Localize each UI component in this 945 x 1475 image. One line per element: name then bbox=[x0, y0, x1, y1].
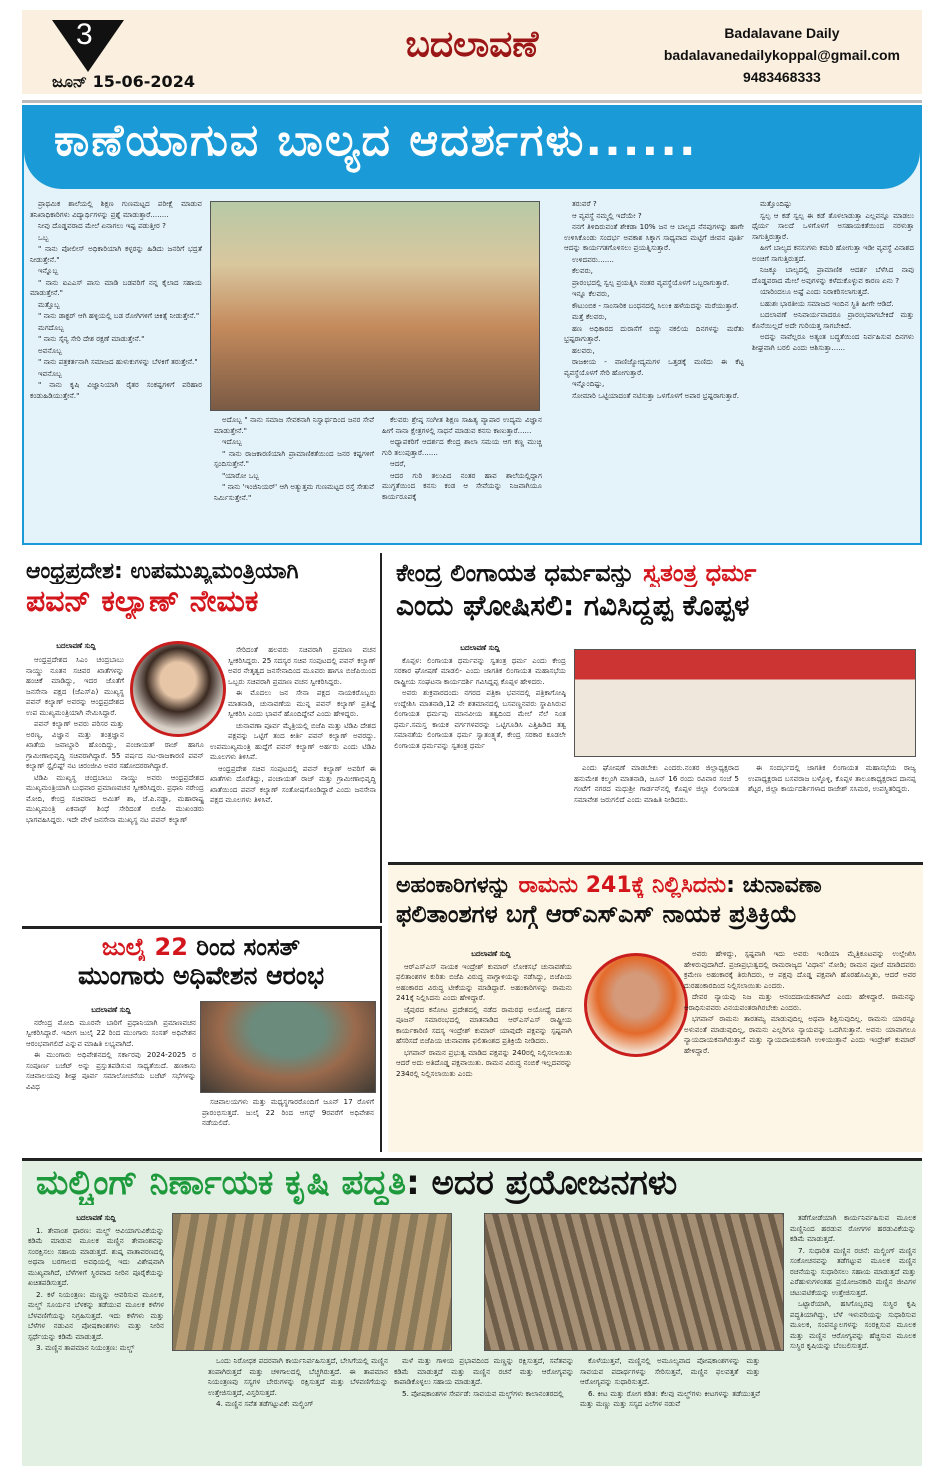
paragraph: ಪ್ರಾರಂಭದಲ್ಲಿ ಸ್ವಲ್ಪ ಪ್ರಯತ್ನಿಸಿ ನಂತರ ವ್ಯವಸ್ಥೆಯೊಳಗೆ ಒಬ್ಬರಾಗುತ್ತಾರೆ. bbox=[572, 277, 730, 287]
headline-line-2: ಮುಂಗಾರು ಅಧಿವೇಶನ ಆರಂಭ bbox=[77, 961, 325, 990]
headline-highlight: ರಾಮನು 241ಕ್ಕೆ ನಿಲ್ಲಿಸಿದನು bbox=[518, 873, 727, 898]
headline-highlight: ಮಲ್ಚಿಂಗ್ ನಿರ್ಣಾಯಕ ಕೃಷಿ ಪದ್ಧತಿ bbox=[36, 1163, 407, 1203]
headline: ಆಂಧ್ರಪ್ರದೇಶ: ಉಪಮುಖ್ಯಮಂತ್ರಿಯಾಗಿ bbox=[26, 559, 299, 584]
headline-highlight: ಸ್ವತಂತ್ರ ಧರ್ಮ bbox=[643, 559, 757, 587]
paragraph: ಕೆಲವರು ಶ್ರೇಷ್ಠ ಸಂಗೀತ ಶಿಕ್ಷಣ ಸಾಹಿತ್ಯ ವ್ಯಾಪಾರ ಉದ್ಯಮ ವಿಜ್ಞಾನ ಹೀಗೆ ನಾನಾ ಕ್ಷೇತ್ರಗಳಲ್ಲಿ ಸಾಧನೆ ಮಾಡುವ ಕನಸು ಕಾಣುತ್ತಾರೆ...... bbox=[382, 415, 542, 435]
article-column-1 bbox=[28, 1213, 164, 1465]
contact-email[interactable]: badalavanedailykoppal@gmail.com bbox=[663, 47, 900, 63]
paragraph: ಅವರು ಹೇಳಿದ್ದು, ಸ್ಪಷ್ಟವಾಗಿ ಇದು ಅವರು ಇಂಡಿಯಾ ಮೈತ್ರಿಕೂಟವನ್ನು ಉಲ್ಲೇಖಿಸಿ ಹೇಳಿರುವುದಾಗಿದೆ. ಪ್ರಜಾಪ್ರಭುತ್ವದಲ್ಲಿ ರಾಮರಾಜ್ಯದ 'ವಿಧಾನ' ನೋಡಿ; ರಾಮನ ಪೂಜೆ ಮಾಡಿದವರು ಕ್ರಮೇಣ ಅಹಂಕಾರಕ್ಕೆ ತಿರುಗಿದರು, ಆ ಪಕ್ಷವು ದೊಡ್ಡ ಪಕ್ಷವಾಗಿ ಹೊರಹೊಮ್ಮಿತು, ಆದರೆ ಅವರ ದುರಹಂಕಾರದಿಂದ ನಿಲ್ಲಿಸಲಾಯಿತು ಎಂದರು. bbox=[684, 949, 916, 990]
paragraph: ಇನ್ನೊಂದಿಷ್ಟು, bbox=[572, 379, 605, 388]
lead-headline: ಕಾಣೆಯಾಗುವ ಬಾಲ್ಯದ ಆದರ್ಶಗಳು...... bbox=[24, 107, 920, 189]
paragraph: ಸೇರಿದಂತೆ ಹಲವರು ಸಚಿವರಾಗಿ ಪ್ರಮಾಣ ವಚನ ಸ್ವೀಕರಿಸಿದ್ದರು. 25 ಸದಸ್ಯರ ಸಚಿವ ಸಂಪುಟದಲ್ಲಿ ಪವನ್ ಕಲ್ಯಾಣ್ ಅವರ ನೇತೃತ್ವದ ಜನಸೇನಾದಿಂದ ಮೂವರು ಹಾಗೂ ಬಿಜೆಪಿಯಿಂದ ಒಬ್ಬರು ಸಚಿವರಾಗಿ ಪ್ರಮಾಣ ವಚನ ಸ್ವೀಕರಿಸಿದ್ದರು. bbox=[228, 645, 376, 686]
paragraph: 1. ತೇವಾಂಶ ಧಾರಣ: ಮಲ್ಚ್ ಆವಿಯಾಗುವಿಕೆಯನ್ನು ಕಡಿಮೆ ಮಾಡುವ ಮೂಲಕ ಮಣ್ಣಿನ ತೇವಾಂಶವನ್ನು ಸಂರಕ್ಷಿಸಲು ಸಹಾಯ ಮಾಡುತ್ತದೆ. ಶುಷ್ಕ ವಾತಾವರಣದಲ್ಲಿ ಅಥವಾ ಬರಗಾಲದ ಅವಧಿಯಲ್ಲಿ ಇದು ವಿಶೇಷವಾಗಿ ಮುಖ್ಯವಾಗಿದೆ, ಬೆಳೆಗಳಿಗೆ ಸ್ಥಿರವಾದ ನೀರಿನ ಪೂರೈಕೆಯನ್ನು ಖಚಿತಪಡಿಸುತ್ತದೆ. bbox=[28, 1225, 164, 1287]
paragraph: 7. ಸುಧಾರಿತ ಮಣ್ಣಿನ ರಚನೆ: ಮಲ್ಚಿಂಗ್ ಮಣ್ಣಿನ ಸಂಕೋಚನವನ್ನು ತಡೆಗಟ್ಟುವ ಮೂಲಕ ಮಣ್ಣಿನ ರಚನೆಯನ್ನು ಸುಧಾರಿಸಲು ಸಹಾಯ ಮಾಡುತ್ತದೆ ಮತ್ತು ಎರೆಹುಳುಗಳಂತಹ ಪ್ರಯೋಜನಕಾರಿ ಮಣ್ಣಿನ ಜೀವಿಗಳ ಚಟುವಟಿಕೆಯನ್ನು ಉತ್ತೇಜಿಸುತ್ತದೆ. bbox=[790, 1245, 916, 1297]
headline-highlight: ಜುಲೈ 22 bbox=[101, 933, 188, 961]
paragraph: " ನಾನು ಪತ್ರಕರ್ತನಾಗಿ ಸಮಾಜದ ಹುಳುಕುಗಳನ್ನು ಬೆಳಕಿಗೆ ತರುತ್ತೇನೆ." bbox=[38, 357, 198, 366]
article-column-1 bbox=[26, 655, 204, 921]
article-column-2 bbox=[208, 1356, 388, 1461]
paragraph: ಮಳೆ ಮತ್ತು ಗಾಳಿಯ ಪ್ರಭಾವದಿಂದ ಮಣ್ಣನ್ನು ರಕ್ಷಿಸುತ್ತದೆ, ಸವೆತವನ್ನು ಕಡಿಮೆ ಮಾಡುತ್ತದೆ ಮತ್ತು ಮಣ್ಣಿನ ರಚನೆ ಮತ್ತು ಆರೋಗ್ಯವನ್ನು ಕಾಪಾಡಿಕೊಳ್ಳಲು ಸಹಾಯ ಮಾಡುತ್ತದೆ. bbox=[394, 1356, 574, 1386]
paragraph: ಮತ್ತೊಬ್ಬ bbox=[38, 299, 60, 309]
paragraph: ಮಗದೊಬ್ಬ bbox=[38, 322, 64, 332]
paragraph: 5. ಪೋಷಕಾಂಶಗಳ ಸೇರ್ಪಡೆ: ಸಾವಯವ ಮಲ್ಚ್‌ಗಳು ಕಾಲಾನಂತರದಲ್ಲಿ bbox=[402, 1388, 564, 1398]
paragraph: ಚುನಾವಣಾ ಪೂರ್ವ ಮೈತ್ರಿಯಲ್ಲಿ ಬಿಜೆಪಿ ಮತ್ತು ಟಿಡಿಪಿ ದೇಶದ ಪಕ್ಷವನ್ನು ಒಟ್ಟಿಗೆ ತಂದ ಕೀರ್ತಿ ಪವನ್ ಕಲ್ಯಾಣ್ ಅವರದ್ದು. ಉಪಮುಖ್ಯಮಂತ್ರಿ ಹುದ್ದೆಗೆ ಪವನ್ ಕಲ್ಯಾಣ್ ಅರ್ಹರು ಎಂದು ಟಿಡಿಪಿ ಮೂಲಗಳು ತಿಳಿಸಿವೆ. bbox=[210, 720, 376, 761]
paragraph: ನಿಜಕ್ಕೂ ಬಾಲ್ಯದಲ್ಲಿ ಪ್ರಾಮಾಣಿಕ ಆದರ್ಶ ಬೆಳೆಸಿದ ನಾವು ದೊಡ್ಡವರಾದ ಮೇಲೆ ಅವುಗಳನ್ನು ಕಳೆದುಕೊಳ್ಳುವ ಕಾರಣ ಏನು ? bbox=[752, 265, 914, 285]
page-number: 3 bbox=[76, 18, 93, 51]
paragraph: ಇನ್ನೂ ಕೆಲವರು, bbox=[572, 289, 610, 298]
paragraph: " ನಾನು ಐಎಎಸ್ ಪಾಸು ಮಾಡಿ ಬಡವರಿಗೆ ನನ್ನ ಕೈಲಾದ ಸಹಾಯ ಮಾಡುತ್ತೇನೆ." bbox=[30, 277, 202, 297]
paragraph: ಹೀಗೆ ಬಾಲ್ಯದ ಕನಸುಗಳು ಕಮರಿ ಹೋಗುತ್ತಾ ಇಡೀ ವ್ಯವಸ್ಥೆ ವಿನಾಶದ ಅಂಚಿಗೆ ಸಾಗುತ್ತಿರುತ್ತದೆ. bbox=[752, 243, 914, 263]
headline-end: : ಚುನಾವಣಾ bbox=[726, 873, 822, 898]
headline: ಅಹಂಕಾರಿಗಳನ್ನು bbox=[396, 873, 519, 898]
paragraph: ಟಿಡಿಪಿ ಮುಖ್ಯಸ್ಥ ಚಂದ್ರಬಾಬು ನಾಯ್ಡು ಅವರು ಆಂಧ್ರಪ್ರದೇಶದ ಮುಖ್ಯಮಂತ್ರಿಯಾಗಿ ಬುಧವಾರ ಪ್ರಮಾಣವಚನ ಸ್ವೀಕರಿಸಿದ್ದರು. ಪ್ರಧಾನಿ ನರೇಂದ್ರ ಮೋದಿ, ಕೇಂದ್ರ ಸಚಿವರಾದ ಅಮಿತ್ ಶಾ, ಜೆ.ಪಿ.ನಡ್ಡಾ, ಮಹಾರಾಷ್ಟ್ರ ಮುಖ್ಯಮಂತ್ರಿ ಏಕನಾಥ್ ಶಿಂಧೆ ಸೇರಿದಂತೆ ಬಿಜೆಪಿ ಮುಖಂಡರು ಭಾಗವಹಿಸಿದ್ದರು. ಇದೇ ವೇಳೆ ಜನಸೇನಾ ಮುಖ್ಯಸ್ಥ ನಟ ಪವನ್ ಕಲ್ಯಾಣ್ bbox=[26, 772, 204, 824]
masthead-header bbox=[22, 10, 922, 94]
article-rss-reaction bbox=[388, 862, 923, 1152]
paragraph: ರಾಜಕೀಯ - ವಾಣಿಜ್ಯೋದ್ಯಮಗಳ ಒತ್ತಡಕ್ಕೆ ಮಣಿದು ಈ ಕೆಟ್ಟ ವ್ಯವಸ್ಥೆಯೊಳಗೆ ಸೇರಿ ಹೋಗುತ್ತಾರೆ. bbox=[564, 357, 744, 377]
byline: ಬದಲಾವಣೆ ಸುದ್ದಿ bbox=[471, 950, 511, 958]
paragraph: ಅಧ್ಯಾಪಕರಿಗೆ ಆದರ್ಶದ ಕೇಂದ್ರ ಶಾಲಾ ಸಮಯ ಆಗ ಕಣ್ಣ ಮುಚ್ಚಿ ಗುರಿ ತಲುಪುತ್ತಾರೆ....... bbox=[382, 437, 542, 457]
divider bbox=[22, 100, 922, 103]
paragraph: ಕೊಳೆಯುತ್ತವೆ, ಮಣ್ಣಿನಲ್ಲಿ ಅಮೂಲ್ಯವಾದ ಪೋಷಕಾಂಶಗಳನ್ನು ಮತ್ತು ಸಾವಯವ ಪದಾರ್ಥಗಳನ್ನು ಸೇರಿಸುತ್ತವೆ, ಮಣ್ಣಿನ ಫಲವತ್ತತೆ ಮತ್ತು ಆರೋಗ್ಯವನ್ನು ಸುಧಾರಿಸುತ್ತದೆ. bbox=[580, 1356, 760, 1386]
paragraph: ಆ ವ್ಯವಸ್ಥೆ ನಮ್ಮಲ್ಲಿ ಇದೆಯೇ ? bbox=[572, 210, 642, 220]
paragraph: ನನಗೆ ತಿಳಿದಿರುವಂತೆ ಶೇಕಡಾ 10% ಜನ ಆ ಬಾಲ್ಯದ ನೆನಪುಗಳನ್ನು ಹಾಗೇ ಉಳಿಸಿಕೊಂಡು ಸಂದರ್ಭ ಅವಕಾಶ ಸಿಕ್ಕಾಗ ಸಾಧ್ಯವಾದ ಮಟ್ಟಿಗೆ ಜೀವನ ಪೂರ್ತಿ ಆದನ್ನು ಕಾರ್ಯಗತಗೊಳಿಸಲು ಪ್ರಯತ್ನಿಸುತ್ತಾರೆ. bbox=[564, 222, 744, 252]
paragraph: ಸೋಮಾರಿ ಒಟ್ಟಿಯಾದಂತೆ ನಟಿಸುತ್ತಾ ಒಳಗೊಳಗೆ ಅಪಾರ ಭ್ರಷ್ಟರಾಗುತ್ತಾರೆ. bbox=[572, 390, 740, 400]
lead-column-2 bbox=[214, 415, 374, 533]
article-lingayat bbox=[388, 553, 923, 858]
paragraph: ಹಲವರು, bbox=[572, 345, 595, 355]
paragraph: ಅವನೊಬ್ಬ bbox=[38, 345, 62, 355]
byline: ಬದಲಾವಣೆ ಸುದ್ದಿ bbox=[460, 644, 500, 652]
paragraph: ಒಬ್ಬ bbox=[38, 232, 49, 242]
paragraph: " ನಾನು ಸೈನ್ಯ ಸೇರಿ ದೇಶ ರಕ್ಷಣೆ ಮಾಡುತ್ತೇನೆ." bbox=[38, 334, 145, 343]
article-column-2 bbox=[202, 1097, 374, 1151]
byline: ಬದಲಾವಣೆ ಸುದ್ದಿ bbox=[56, 642, 96, 650]
paragraph: " ನಾನು 'ಇಂಜಿನಿಯರ್' ಆಗಿ ಅತ್ಯುತ್ತಮ ಗುಣಮಟ್ಟದ ರಸ್ತೆ ಸೇತುವೆ ನಿರ್ಮಿಸುತ್ತೇನೆ." bbox=[214, 482, 374, 502]
paragraph: ಆದರೆ, bbox=[390, 459, 406, 468]
headline: ಕೇಂದ್ರ ಲಿಂಗಾಯತ ಧರ್ಮವನ್ನು bbox=[396, 559, 644, 587]
article-column-5 bbox=[790, 1213, 916, 1465]
headline-line-2: ಎಂದು ಘೋಷಿಸಲಿ: ಗವಿಸಿದ್ದಪ್ಪ ಕೊಪ್ಪಳ bbox=[396, 589, 750, 622]
paragraph: ದೇವರ ನ್ಯಾಯವು ನಿಜ ಮತ್ತು ಆನಂದದಾಯಕವಾಗಿದೆ ಎಂದು ಹೇಳಿದ್ದಾರೆ. ರಾಮನನ್ನು ಆರಾಧಿಸುವವರು ವಿನಯವಂತರಾಗಿರಬೇಕು ಎಂದರು. bbox=[684, 992, 916, 1012]
article-column-2 bbox=[574, 763, 739, 855]
article-column-3 bbox=[748, 763, 916, 855]
article-column-4 bbox=[580, 1356, 760, 1461]
paragraph: ಯಾರಿಂದಲೂ ಅಷ್ಟೆ ಎಂದು ನಿರಾಕರಿಸಲಾಗುತ್ತದೆ. bbox=[760, 287, 870, 296]
article-column-3 bbox=[394, 1356, 574, 1461]
lead-column-1 bbox=[30, 199, 202, 519]
headline: : ಅದರ ಪ್ರಯೋಜನಗಳು bbox=[406, 1163, 678, 1203]
children-photo bbox=[210, 201, 540, 411]
paper-name: Badalavane Daily bbox=[724, 25, 840, 41]
paragraph: ಆಂಧ್ರಪ್ರದೇಶ ಸಚಿವ ಸಂಪುಟದಲ್ಲಿ ಪವನ್ ಕಲ್ಯಾಣ್ ಅವರಿಗೆ ಈ ಖಾತೆಗಳು ದೊರೆತಿದ್ದು, ಪಂಚಾಯತ್ ರಾಜ್ ಮತ್ತು ಗ್ರಾಮೀಣಾಭಿವೃದ್ಧಿ ಖಾತೆಯಿಂದ ಪವನ್ ಕಲ್ಯಾಣ್ ಸಂತೋಷಗೊಂಡಿದ್ದಾರೆ ಎಂದು ಜನಸೇನಾ ಪಕ್ಷದ ಮೂಲಗಳು ತಿಳಿಸಿವೆ. bbox=[210, 763, 376, 804]
paragraph: ಇವನೊಬ್ಬ bbox=[38, 368, 62, 378]
headline: ರಿಂದ ಸಂಸತ್ bbox=[187, 933, 301, 961]
paragraph: ಕೌಟುಂಬಿಕ - ಸಾಂಸಾರಿಕ ಬಂಧನದಲ್ಲಿ ಸಿಲುಕಿ ಹಳೆಯದನ್ನು ಮರೆಯುತ್ತಾರೆ. bbox=[572, 300, 739, 310]
paragraph: ಈ ಮೊದಲು ಜನ ಸೇನಾ ಪಕ್ಷದ ನಾಯಕರೊಬ್ಬರು ಮಾತನಾಡಿ, ಚುನಾವಣೆಯ ಮುನ್ನ ಪವನ್ ಕಲ್ಯಾಣ್ ಪ್ರತಿಜ್ಞೆ ಸ್ವೀಕರಿಸಿ ಎಂದು ಭಾವನೆ ಹೊಂದಿದ್ದೇವೆ ಎಂದು ಹೇಳಿದ್ದರು. bbox=[228, 688, 376, 718]
article-column-1 bbox=[26, 1005, 196, 1150]
paragraph: ಅದೊಬ್ಬ " ನಾನು ಸಮಾಜ ಸೇವಕನಾಗಿ ನಿಸ್ವಾರ್ಥದಿಂದ ಜನರ ಸೇವೆ ಮಾಡುತ್ತೇನೆ." bbox=[214, 415, 374, 435]
press-meet-photo bbox=[574, 649, 916, 757]
paragraph: ಕೊಪ್ಪಳ: ಲಿಂಗಾಯತ ಧರ್ಮವನ್ನು ಸ್ವತಂತ್ರ ಧರ್ಮ ಎಂದು ಕೇಂದ್ರ ಸರಕಾರ ಘೋಷಣೆ ಮಾಡಲಿ- ಎಂದು ಜಾಗತಿಕ ಲಿಂಗಾಯತ ಮಹಾಸಭೆಯ ರಾಷ್ಟ್ರೀಯ ಸಂಘಟನಾ ಕಾರ್ಯದರ್ಶಿ ಗವಿಸಿದ್ದಪ್ಪ ಕೊಪ್ಪಳ ಹೇಳಿದರು. bbox=[394, 655, 566, 686]
paragraph: ಒಟ್ಟಾರೆಯಾಗಿ, ಹಸಿಗೊಬ್ಬರವು ಸುಸ್ಥಿರ ಕೃಷಿ ಪದ್ಧತಿಯಾಗಿದ್ದು, ಬೆಳೆ ಇಳುವರಿಯನ್ನು ಸುಧಾರಿಸುವ ಮೂಲಕ, ಸಂಪನ್ಮೂಲಗಳನ್ನು ಸಂರಕ್ಷಿಸುವ ಮೂಲಕ ಮತ್ತು ಮಣ್ಣಿನ ಆರೋಗ್ಯವನ್ನು ಹೆಚ್ಚಿಸುವ ಮೂಲಕ ಸುಸ್ಥಿರ ಕೃಷಿಯನ್ನು ಬೆಂಬಲಿಸುತ್ತದೆ. bbox=[790, 1299, 916, 1350]
article-column-2 bbox=[210, 645, 376, 921]
paragraph: " ನಾನು ಪೋಲೀಸ್ ಅಧಿಕಾರಿಯಾಗಿ ಕಳ್ಳರನ್ನು ಹಿಡಿದು ಜನರಿಗೆ ಭದ್ರತೆ ನೀಡುತ್ತೇನೆ." bbox=[30, 244, 202, 264]
paragraph: 3. ಮಣ್ಣಿನ ತಾಪಮಾನ ನಿಯಂತ್ರಣ: ಮಲ್ಚ್ bbox=[36, 1343, 135, 1352]
paragraph: ಬಹುಶಃ ಭಾರತೀಯ ಸಮಾಜದ ಇಂದಿನ ಸ್ಥಿತಿ ಹೀಗೇ ಆಡಿದೆ. bbox=[760, 298, 894, 308]
article-parliament-session bbox=[22, 926, 382, 1152]
lead-column-4 bbox=[564, 199, 744, 534]
paragraph: ಒಂದು ನಿರೋಧಕ ಪದರವಾಗಿ ಕಾರ್ಯನಿರ್ವಹಿಸುತ್ತದೆ, ಬೇಸಿಗೆಯಲ್ಲಿ ಮಣ್ಣಿನ ತಂಪಾಗಿರುತ್ತದೆ ಮತ್ತು ಚಳಿಗಾಲದಲ್ಲಿ ಬೆಚ್ಚಗಿರುತ್ತದೆ. ಈ ತಾಪಮಾನ ನಿಯಂತ್ರಣವು ಸಸ್ಯಗಳ ಬೇರುಗಳನ್ನು ರಕ್ಷಿಸುತ್ತದೆ ಮತ್ತು ಬೆಳವಣಿಗೆಯನ್ನು ಉತ್ತೇಜಿಸುತ್ತದೆ, ವಿಸ್ತರಿಸುತ್ತದೆ. bbox=[208, 1356, 388, 1397]
paragraph: " ನಾನು ರಾಜಕಾರಣಿಯಾಗಿ ಪ್ರಾಮಾಣಿಕತೆಯಿಂದ ಜನರ ಕಷ್ಟಗಳಿಗೆ ಸ್ಪಂದಿಸುತ್ತೇನೆ." bbox=[214, 448, 374, 468]
paragraph: ತರುವರೆ ? bbox=[572, 199, 597, 208]
paragraph: ಉಳಿದವರು....... bbox=[572, 254, 614, 264]
paragraph: ಅವರು ಶುಕ್ರವಾರದಂದು ನಗರದ ಪತ್ರಿಕಾ ಭವನದಲ್ಲಿ ಪತ್ರಿಕಾಗೋಷ್ಠಿ ಉದ್ದೇಶಿಸಿ ಮಾತನಾಡಿ,12 ನೇ ಶತಮಾನದಲ್ಲಿ ಬಸವಣ್ಣನವರು ಸ್ಥಾಪಿಸಿರುವ ಲಿಂಗಾಯತ ಧರ್ಮವು ಮಾನವೀಯ ತತ್ವದಿಂದ ಮೇಲೆ ನೆಲೆ ನಿಂತ ಧರ್ಮ.ಸಮಸ್ತ ಕಾಯಕ ವರ್ಗಗಳವರನ್ನು ಒಟ್ಟಿಗೂಡಿಸಿ ಎತ್ತಿಹಿಡಿದ ತತ್ವ ಸಮಾನತೆಯ ಲಿಂಗಾಯತ ಧರ್ಮ ಸ್ವಾತಂತ್ರ್ಯತೆ, ಕೇಂದ್ರ ಸರಕಾರ ಕೂಡಲೇ ಲಿಂಗಾಯತ ಧರ್ಮವನ್ನು ಸ್ವತಂತ್ರ ಧರ್ಮ bbox=[394, 688, 566, 750]
paragraph: ನರೇಂದ್ರ ಮೋದಿ ಮೂರನೇ ಬಾರಿಗೆ ಪ್ರಧಾನಿಯಾಗಿ ಪ್ರಮಾಣವಚನ ಸ್ವೀಕರಿಸಿದ್ದಾರೆ. ಇದೀಗ ಜುಲೈ 22 ರಿಂದ ಮುಂಗಾರು ಸಂಸತ್ ಅಧಿವೇಶನ ಆರಂಭವಾಗಲಿದೆ ಎನ್ನುವ ಮಾಹಿತಿ ಲಭ್ಯವಾಗಿದೆ. bbox=[26, 1017, 196, 1048]
headline-line-2: ಫಲಿತಾಂಶಗಳ ಬಗ್ಗೆ ಆರ್‌ಎಸ್‌ಎಸ್ ನಾಯಕ ಪ್ರತಿಕ್ರಿಯೆ bbox=[396, 900, 798, 928]
paragraph: ಭಗವಾನ್ ರಾಮನು ತಾರತಮ್ಯ ಮಾಡುವುದಿಲ್ಲ ಅಥವಾ ಶಿಕ್ಷಿಸುವುದಿಲ್ಲ. ರಾಮನು ಯಾರನ್ನೂ ಅಳುವಂತೆ ಮಾಡುವುದಿಲ್ಲ, ರಾಮನು ಎಲ್ಲರಿಗೂ ನ್ಯಾಯವನ್ನು ಒದಗಿಸುತ್ತಾನೆ. ಅವನು ಯಾವಾಗಲೂ ನ್ಯಾಯದಾಯಕನಾಗಿರುತ್ತಾನೆ ಮತ್ತು ನ್ಯಾಯದಾಯಕನಾಗಿ ಉಳಿಯುತ್ತಾನೆ ಎಂದು ಇಂದ್ರೇಶ್ ಕುಮಾರ್ ಹೇಳಿದ್ದಾರೆ. bbox=[684, 1014, 916, 1055]
issue-date: ಜೂನ್ 15-06-2024 bbox=[52, 72, 195, 91]
paragraph: ಸಚಿವಾಲಯಗಳು ಮತ್ತು ಮಧ್ಯಸ್ಥಗಾರರೊಂದಿಗೆ ಜೂನ್ 17 ರೊಳಗೆ ಪ್ರಾರಂಭಿಸುತ್ತದೆ. ಜುಲೈ 22 ರಿಂದ ಆಗಸ್ಟ್ 9ರವರೆಗೆ ಅಧಿವೇಶನ ನಡೆಯಲಿದೆ. bbox=[202, 1097, 374, 1127]
byline: ಬದಲಾವಣೆ ಸುದ್ದಿ bbox=[91, 1006, 131, 1014]
contact-phone: 9483468333 bbox=[742, 69, 821, 85]
article-pawan-kalyan bbox=[22, 553, 382, 923]
article-column-1 bbox=[396, 949, 586, 1149]
contact-info bbox=[664, 22, 900, 88]
paragraph: ಈ ಸಂದರ್ಭದಲ್ಲಿ ಜಾಗತಿಕ ಲಿಂಗಾಯತ ಮಹಾಸಭೆಯ ರಾಜ್ಯ ಉಪಾಧ್ಯಕ್ಷರಾದ ಬಸವರಾಜ ಬಳ್ಳೊಳ್ಳಿ, ಕೊಪ್ಪಳ ತಾಲೂಕಾಧ್ಯಕ್ಷರಾದ ದಾನಪ್ಪ ಶೆಟ್ಟರ, ಜಿಲ್ಲಾ ಕಾರ್ಯದರ್ಶಿಗಳಾದ ರಾಜೇಶ್ ಸಸಿಮಠ, ಉಪಸ್ಥಿತರಿದ್ದರು. bbox=[748, 763, 916, 793]
mulched-field-photo bbox=[172, 1213, 452, 1351]
paragraph: 2. ಕಳೆ ನಿಯಂತ್ರಣ: ಮಣ್ಣನ್ನು ಆವರಿಸುವ ಮೂಲಕ, ಮಲ್ಚ್ ಸೂರ್ಯನ ಬೆಳಕನ್ನು ತಡೆಯುವ ಮೂಲಕ ಕಳೆಗಳ ಬೆಳವಣಿಗೆಯನ್ನು ನಿಗ್ರಹಿಸುತ್ತದೆ. ಇದು ಕಳೆಗಳು ಮತ್ತು ಬೆಳೆಗಳ ನಡುವಿನ ಪೋಷಕಾಂಶಗಳು ಮತ್ತು ನೀರಿನ ಸ್ಪರ್ಧೆಯನ್ನು ಕಡಿಮೆ ಮಾಡುತ್ತದೆ. bbox=[28, 1289, 164, 1341]
paragraph: " ನಾನು ಡಾಕ್ಟರ್ ಆಗಿ ಹಳ್ಳಿಯಲ್ಲಿ ಬಡ ರೋಗಿಗಳಿಗೆ ಚಿಕಿತ್ಸೆ ನೀಡುತ್ತೇನೆ." bbox=[38, 311, 200, 320]
paragraph: " ನಾನು ಕೃಷಿ ವಿಜ್ಞಾನಿಯಾಗಿ ರೈತರ ಸಂಕಷ್ಟಗಳಿಗೆ ಪರಿಹಾರ ಕಂಡುಹಿಡಿಯುತ್ತೇನೆ." bbox=[30, 380, 202, 400]
paragraph: ಇನ್ನೊಬ್ಬ bbox=[38, 266, 59, 275]
paragraph: ಆರ್‌ಎಸ್ಎಸ್ ನಾಯಕ ಇಂದ್ರೇಶ್ ಕುಮಾರ್ ಲೋಕಸಭೆ ಚುನಾವಣೆಯ ಫಲಿತಾಂಶಗಳ ಕುರಿತು ಬಿಜೆಪಿ ವಿರುದ್ಧ ವಾಗ್ದಾಳಿಯನ್ನು ನಡೆಸಿದ್ದು, ಬಿಜೆಪಿಯ ಅಹಂಕಾರದ ವಿರುದ್ಧ ಟೀಕೆಯನ್ನು ಮಾಡಿದ್ದಾರೆ. ಅಹಂಕಾರಿಗಳನ್ನು ರಾಮನು 241ಕ್ಕೆ ನಿಲ್ಲಿಸಿದನು ಎಂದು ಹೇಳಿದ್ದಾರೆ. bbox=[396, 961, 572, 1002]
paragraph: ಹಣ ಅಧಿಕಾರದ ದುರಾಸೆಗೆ ಬಿದ್ದು ನಕಲಿಯ ದಿನಗಳನ್ನು ಮರೆತು ಭ್ರಷ್ಟರಾಗುತ್ತಾರೆ. bbox=[564, 323, 744, 343]
paragraph: ಮತ್ತೊಂದಿಷ್ಟು bbox=[760, 199, 792, 208]
paragraph: ಭಗವಾನ್ ರಾಮನ ಪ್ರಭುತ್ವ ಮಾಡಿದ ಪಕ್ಷವನ್ನು 240ರಲ್ಲಿ ನಿಲ್ಲಿಸಲಾಯಿತು ಆದರೆ ಅದು ಅತಿದೊಡ್ಡ ಪಕ್ಷವಾಯಿತು. ರಾಮನ ವಿರುದ್ಧ ನಂಬಿಕೆ ಇಲ್ಲದವರನ್ನು 234ರಲ್ಲಿ ನಿಲ್ಲಿಸಲಾಯಿತು ಎಂದು bbox=[396, 1047, 572, 1078]
paragraph: 4. ಮಣ್ಣಿನ ಸವೆತ ತಡೆಗಟ್ಟುವಿಕೆ: ಮಲ್ಚಿಂಗ್ bbox=[216, 1399, 314, 1408]
lead-column-5 bbox=[752, 199, 914, 534]
paragraph: ತಡೆಗೋಡೆಯಾಗಿ ಕಾರ್ಯನಿರ್ವಹಿಸುವ ಮೂಲಕ ಮಣ್ಣಿನಿಂದ ಹರಡುವ ರೋಗಗಳ ಹರಡುವಿಕೆಯನ್ನು ಕಡಿಮೆ ಮಾಡುತ್ತದೆ. bbox=[790, 1213, 916, 1243]
newspaper-logo: ಬದಲಾವಣೆ bbox=[405, 24, 539, 65]
rss-leader-photo bbox=[584, 953, 688, 1057]
paragraph: ಪವನ್ ಕಲ್ಯಾಣ್ ಅವರು ಪರಿಸರ ಮತ್ತು ಅರಣ್ಯ, ವಿಜ್ಞಾನ ಮತ್ತು ತಂತ್ರಜ್ಞಾನ ಖಾತೆಯ ಜವಾಬ್ದಾರಿ ಹೊಂದಿದ್ದು, ಪಂಚಾಯತ್ ರಾಜ್ ಹಾಗೂ ಗ್ರಾಮೀಣಾಭಿವೃದ್ಧಿ ಸಚಿವರಾಗಿದ್ದಾರೆ. 55 ವರ್ಷದ ನಟ-ರಾಜಕಾರಣಿ ಪವನ್ ಕಲ್ಯಾಣ್ ಸ್ಟೈಲಿಷ್ಟ್ ನಟ ಚಿರಂಜೀವಿ ಅವರ ಸಹೋದರರಾಗಿದ್ದಾರೆ. bbox=[26, 719, 204, 770]
lead-article bbox=[22, 105, 922, 545]
lead-column-3 bbox=[382, 415, 542, 533]
paragraph: ಅದನ್ನು ನಾವೆಲ್ಲರೂ ಅತ್ಯಂತ ಬದ್ಧತೆಯಿಂದ ನಿರ್ವಹಿಸುವ ದಿನಗಳು ಶೀಘ್ರವಾಗಿ ಬರಲಿ ಎಂದು ಆಶಿಸುತ್ತಾ...... bbox=[752, 332, 914, 352]
article-column-2 bbox=[684, 949, 916, 1149]
parliament-photo bbox=[200, 1001, 376, 1093]
paragraph: ಆಂಧ್ರಪ್ರದೇಶದ ಸಿಎಂ ಚಂದ್ರಬಾಬು ನಾಯ್ಡು ನೂತನ ಸಚಿವರ ಖಾತೆಗಳನ್ನು ಹಂಚಿಕೆ ಮಾಡಿದ್ದು, ಇದರ ಜೊತೆಗೆ ಜನಸೇನಾ ಪಕ್ಷದ (ಜೆಎಸ್‌ಪಿ) ಮುಖ್ಯಸ್ಥ ಪವನ್ ಕಲ್ಯಾಣ್ ಅವರನ್ನು ಆಂಧ್ರಪ್ರದೇಶದ ಉಪ ಮುಖ್ಯಮಂತ್ರಿಯಾಗಿ ನೇಮಿಸಿದ್ದಾರೆ. bbox=[26, 655, 124, 717]
article-mulching bbox=[22, 1158, 922, 1466]
paragraph: 6. ಕೀಟ ಮತ್ತು ರೋಗ ಕಡಿತ: ಕೆಲವು ಮಲ್ಚ್‌ಗಳು ಕೀಟಗಳನ್ನು ತಡೆಯುತ್ತವೆ ಮತ್ತು ಮಣ್ಣು ಮತ್ತು ಸಸ್ಯದ ಎಲೆಗಳ ನಡುವೆ bbox=[580, 1388, 760, 1408]
paragraph: ಮತ್ತೆ ಕೆಲವರು, bbox=[572, 312, 607, 321]
paragraph: ಈ ಮುಂಗಾರು ಅಧಿವೇಶನದಲ್ಲಿ ಸರ್ಕಾರವು 2024-2025 ರ ಸಂಪೂರ್ಣ ಬಜೆಟ್ ಅನ್ನು ಪ್ರಸ್ತುತಪಡಿಸುವ ಸಾಧ್ಯತೆಯಿದೆ. ಹಣಕಾಸು ಸಚಿವಾಲಯವು ಶೀಘ್ರ ಪೂರ್ವ ಸಮಾಲೋಚನೆಯ ಬಜೆಟ್ ಸಭೆಗಳನ್ನು ವಿವಿಧ bbox=[26, 1050, 196, 1091]
paragraph: "ಯಾರೋ ಒಬ್ಬ bbox=[222, 470, 260, 480]
paragraph: ಬದಲಾವಣೆ ಅನಿವಾರ್ಯವಾದರೂ ಪ್ರಾರಂಭವಾಗಬೇಕಿದೆ ಮತ್ತು ಕೊನೆಯಿಲ್ಲದೆ ಅದೇ ಗುರಿಯತ್ತ ಸಾಗಬೇಕಿದೆ. bbox=[752, 310, 914, 330]
paragraph: ಆದರ ಗುರಿ ತಲುಪಿದ ನಂತರ ಹಾವ ಶಾಲೆಯಲ್ಲಿದ್ದಾಗ ಮುಗ್ಧತೆಯಿಂದ ಕನಸು ಕಂಡ ಆ ಸೇವೆಯನ್ನು ನಿಜವಾಗಿಯೂ ಕಾರ್ಯರೂಪಕ್ಕೆ bbox=[382, 470, 542, 501]
paragraph: ಇದೊಬ್ಬ bbox=[222, 437, 242, 446]
paragraph: ನೀವು ದೊಡ್ಡವರಾದ ಮೇಲೆ ಏನಾಗಲು ಇಷ್ಟ ಪಡುತ್ತೀರ ? bbox=[38, 221, 166, 230]
article-column-1 bbox=[394, 643, 566, 853]
paragraph: ಜೈಪುರದ ಕನೋಟ ಪ್ರದೇಶದಲ್ಲಿ ನಡೆದ ರಾಮರಥ ಅಯೋಧ್ಯೆ ದರ್ಶನ ಪೂಜನ್ ಸಮಾರಂಭದಲ್ಲಿ ಮಾತನಾಡಿದ ಆರ್‌ಎಸ್‌ಎಸ್ ರಾಷ್ಟ್ರೀಯ ಕಾರ್ಯಕಾರಿಣಿ ಸದಸ್ಯ ಇಂದ್ರೇಶ್ ಕುಮಾರ್ ಯಾವುದೇ ಪಕ್ಷವನ್ನು ಸ್ಪಷ್ಟವಾಗಿ ಹೆಸರಿಸದೆ ಬಿಜೆಪಿಯ ಚುನಾವಣಾ ಫಲಿತಾಂಶದ ಪ್ರತಿಕ್ರಿಯೆ ನೀಡಿದರು. bbox=[396, 1004, 572, 1045]
paragraph: ಎಂದು ಘೋಷಣೆ ಮಾಡಬೇಕು ಎಂದರು.ನಂತರ ಜಿಲ್ಲಾಧ್ಯಕ್ಷರಾದ ಹನುಮೇಶ ಕಲ್ಮಂಗಿ ಮಾತನಾಡಿ, ಜೂನ್ 16 ರಂದು ರವಿವಾರ ಸಂಜೆ 5 ಗಂಟೆಗೆ ನಗರದ ಮಧುಶ್ರೀ ಗಾರ್ಡನ್‌ನಲ್ಲಿ ಕೊಪ್ಪಳ ಜಿಲ್ಲಾ ಲಿಂಗಾಯತ ಸಮಾವೇಶ ಜರುಗಲಿದೆ ಎಂದು ಮಾಹಿತಿ ನೀಡಿದರು. bbox=[574, 763, 739, 804]
byline: ಬದಲಾವಣೆ ಸುದ್ದಿ bbox=[76, 1214, 116, 1222]
paragraph: ಸ್ವಲ್ಪ ಆ ಕಡೆ ಸ್ವಲ್ಪ ಈ ಕಡೆ ತೊಳಲಾಡುತ್ತಾ ಎಲ್ಲವನ್ನೂ ಮಾಡಲು ಧೈರ್ಯ ಸಾಲದೆ ಒಳಗೊಳಗೆ ಅಸಹಾಯಕತೆಯಿಂದ ನರಳುತ್ತಾ ಸಾಗುತ್ತಿರುತ್ತಾರೆ. bbox=[752, 210, 914, 241]
furrowed-field-photo bbox=[484, 1213, 784, 1351]
paragraph: ಪ್ರಾಥಮಿಕ ಶಾಲೆಯಲ್ಲಿ ಶಿಕ್ಷಣ ಗುಣಮಟ್ಟದ ಪರೀಕ್ಷೆ ಮಾಡುವ ತನಿಖಾಧಿಕಾರಿಗಳು ವಿದ್ಯಾರ್ಥಿಗಳನ್ನು ಪ್ರಶ್ನೆ ಮಾಡುತ್ತಾರೆ........ bbox=[30, 199, 202, 219]
paragraph: ಕೆಲವರು, bbox=[572, 266, 593, 275]
headline-highlight: ಪವನ್ ಕಲ್ಯಾಣ್ ನೇಮಕ bbox=[26, 584, 259, 619]
